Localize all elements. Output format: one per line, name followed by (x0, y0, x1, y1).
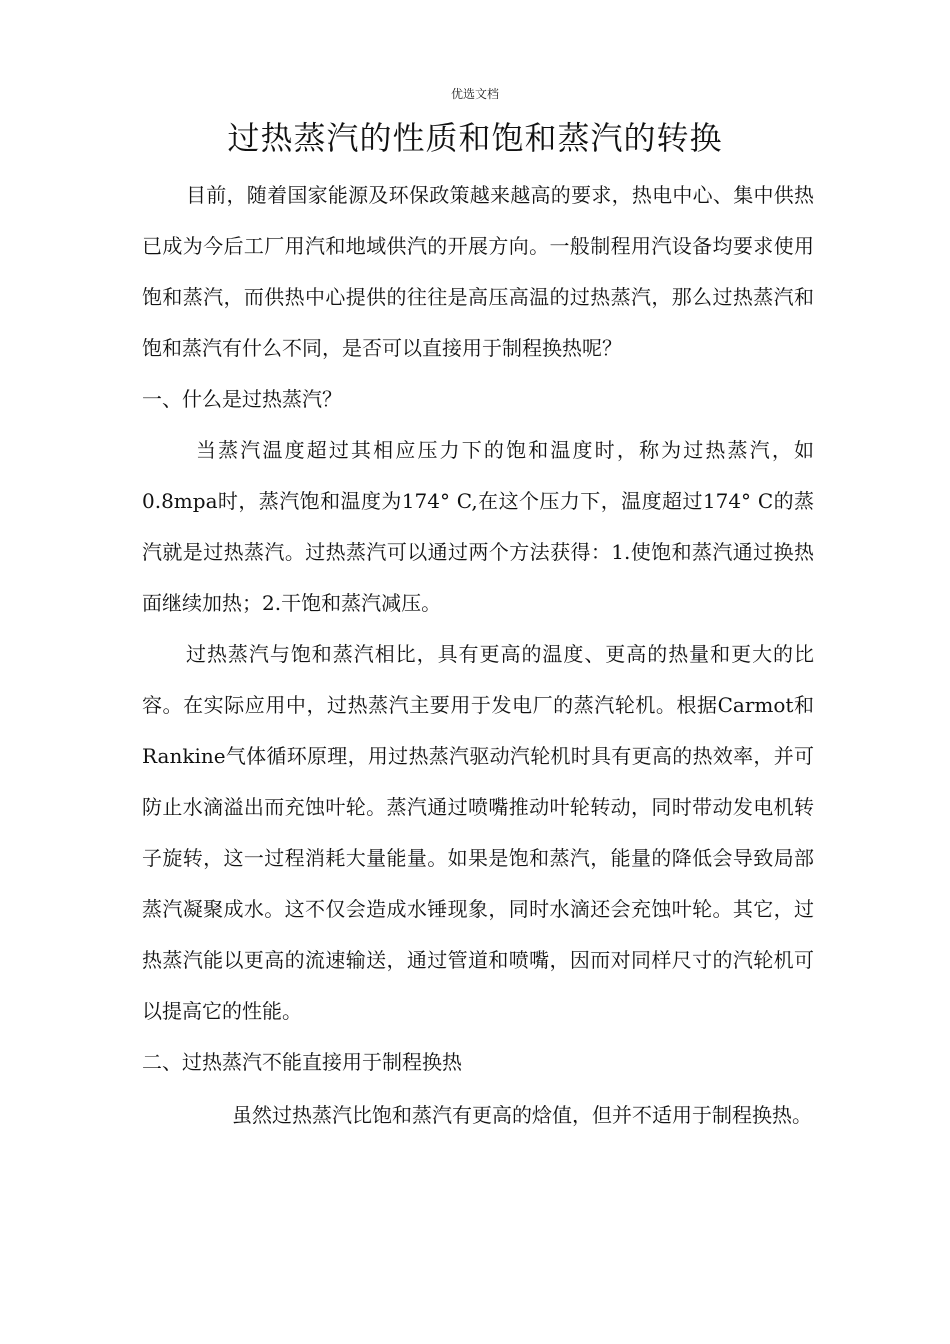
paragraph-definition: 当蒸汽温度超过其相应压力下的饱和温度时，称为过热蒸汽，如0.8mpa时，蒸汽饱和温度为174° C,在这个压力下，温度超过174° C的蒸汽就是过热蒸汽。过热蒸汽可以通过两个方法获得：1.使饱和蒸汽通过换热面继续加热；2.干饱和蒸汽减压。 (142, 438, 814, 615)
section-heading-2: 二、过热蒸汽不能直接用于制程换热 (142, 1050, 462, 1074)
paragraph-comparison: 过热蒸汽与饱和蒸汽相比，具有更高的温度、更高的热量和更大的比容。在实际应用中，过热蒸汽主要用于发电厂的蒸汽轮机。根据Carmot和Rankine气体循环原理，用过热蒸汽驱动汽轮机时具有更高的热效率，并可防止水滴溢出而充蚀叶轮。蒸汽通过喷嘴推动叶轮转动，同时带动发电机转子旋转，这一过程消耗大量能量。如果是饱和蒸汽，能量的降低会导致局部蒸汽凝聚成水。这不仅会造成水锤现象，同时水滴还会充蚀叶轮。其它，过热蒸汽能以更高的流速输送，通过管道和喷嘴，因而对同样尺寸的汽轮机可以提高它的性能。 (142, 642, 814, 1023)
document-body (142, 170, 814, 1143)
paragraph-intro: 目前，随着国家能源及环保政策越来越高的要求，热电中心、集中供热已成为今后工厂用汽和地域供汽的开展方向。一般制程用汽设备均要求使用饱和蒸汽，而供热中心提供的往往是高压高温的过热蒸汽，那么过热蒸汽和饱和蒸汽有什么不同，是否可以直接用于制程换热呢？ (142, 183, 814, 360)
header-watermark-text: 优选文档 (450, 87, 499, 101)
document-title: 过热蒸汽的性质和饱和蒸汽的转换 (227, 119, 723, 157)
section-heading-1: 一、什么是过热蒸汽？ (142, 387, 342, 411)
paragraph-last: 虽然过热蒸汽比饱和蒸汽有更高的焓值，但并不适用于制程换热。 (232, 1103, 812, 1127)
